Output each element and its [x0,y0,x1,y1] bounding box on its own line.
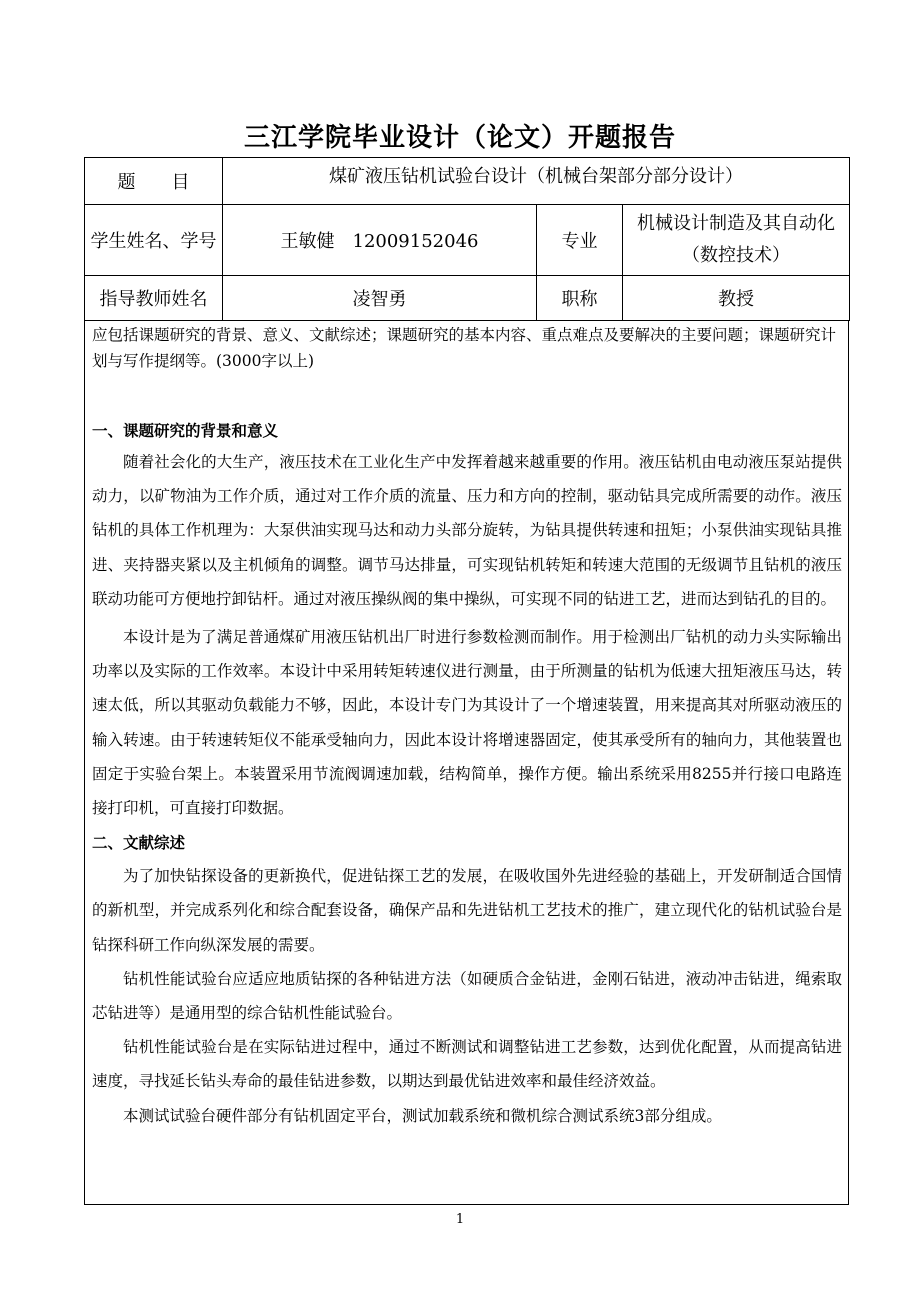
paragraph: 钻机性能试验台应适应地质钻探的各种钻进方法（如硬质合金钻进，金刚石钻进，液动冲击钻进，绳索取芯钻进等）是通用型的综合钻机性能试验台。 [92,969,842,1023]
student-value: 王敏健 12009152046 [223,205,537,276]
rank-value: 教授 [623,276,850,321]
major-line-2: （数控技术） [682,245,790,266]
topic-value: 煤矿液压钻机试验台设计（机械台架部分部分设计） [223,158,850,205]
page-number: 1 [455,1212,465,1227]
advisor-value: 凌智勇 [223,276,537,321]
paragraph: 钻机性能试验台是在实际钻进过程中，通过不断测试和调整钻进工艺参数，达到优化配置，从而提高钻进速度，寻找延长钻头寿命的最佳钻进参数，以期达到最优钻进效率和最佳经济效益。 [92,1038,842,1091]
paragraph: 为了加快钻探设备的更新换代，促进钻探工艺的发展，在吸收国外先进经验的基础上，开发研制适合国情的新机型，并完成系列化和综合配套设备，确保产品和先进钻机工艺技术的推广，建立现代化的钻机试验台是钻探科研工作向纵深发展的需要。 [92,867,842,954]
major-line-1: 机械设计制造及其自动化 [637,213,835,234]
section-heading-literature: 二、文献综述 [92,833,186,853]
topic-label: 题 目 [85,158,223,205]
major-value [623,205,850,276]
paragraph: 本设计是为了满足普通煤矿用液压钻机出厂时进行参数检测而制作。用于检测出厂钻机的动力头实际输出功率以及实际的工作效率。本设计中采用转矩转速仪进行测量，由于所测量的钻机为低速大扭矩液压马达，转速太低，所以其驱动负载能力不够，因此，本设计专门为其设计了一个增速装置，用来提高其对所驱动液压的输入转速。由于转速转矩仪不能承受轴向力，因此本设计将增速器固定，使其承受所有的轴向力，其他装置也固定于实验台架上。本装置采用节流阀调速加载，结构简单，操作方便。输出系统采用8255并行接口电路连接打印机，可直接打印数据。 [92,628,842,818]
paragraph: 随着社会化的大生产，液压技术在工业化生产中发挥着越来越重要的作用。液压钻机由电动液压泵站提供动力，以矿物油为工作介质，通过对工作介质的流量、压力和方向的控制，驱动钻具完成所需要的动作。液压钻机的具体工作机理为：大泵供油实现马达和动力头部分旋转，为钻具提供转速和扭矩；小泵供油实现钻具推进、夹持器夹紧以及主机倾角的调整。调节马达排量，可实现钻机转矩和转速大范围的无级调节且钻机的液压联动功能可方便地拧卸钻杆。通过对液压操纵阀的集中操纵，可实现不同的钻进工艺，进而达到钻孔的目的。 [92,453,842,608]
student-label: 学生姓名、学号 [85,205,223,276]
advisor-label: 指导教师姓名 [85,276,223,321]
page-title: 三江学院毕业设计（论文）开题报告 [243,123,676,153]
rank-label: 职称 [537,276,623,321]
major-label: 专业 [537,205,623,276]
instructions-text: 应包括课题研究的背景、意义、文献综述；课题研究的基本内容、重点难点及要解决的主要问题；课题研究计划与写作提纲等。(3000字以上) [92,326,837,370]
report-content [92,322,842,1133]
info-table [84,157,850,321]
paragraph: 本测试试验台硬件部分有钻机固定平台，测试加载系统和微机综合测试系统3部分组成。 [123,1106,722,1125]
section-heading-background: 一、课题研究的背景和意义 [92,421,279,440]
